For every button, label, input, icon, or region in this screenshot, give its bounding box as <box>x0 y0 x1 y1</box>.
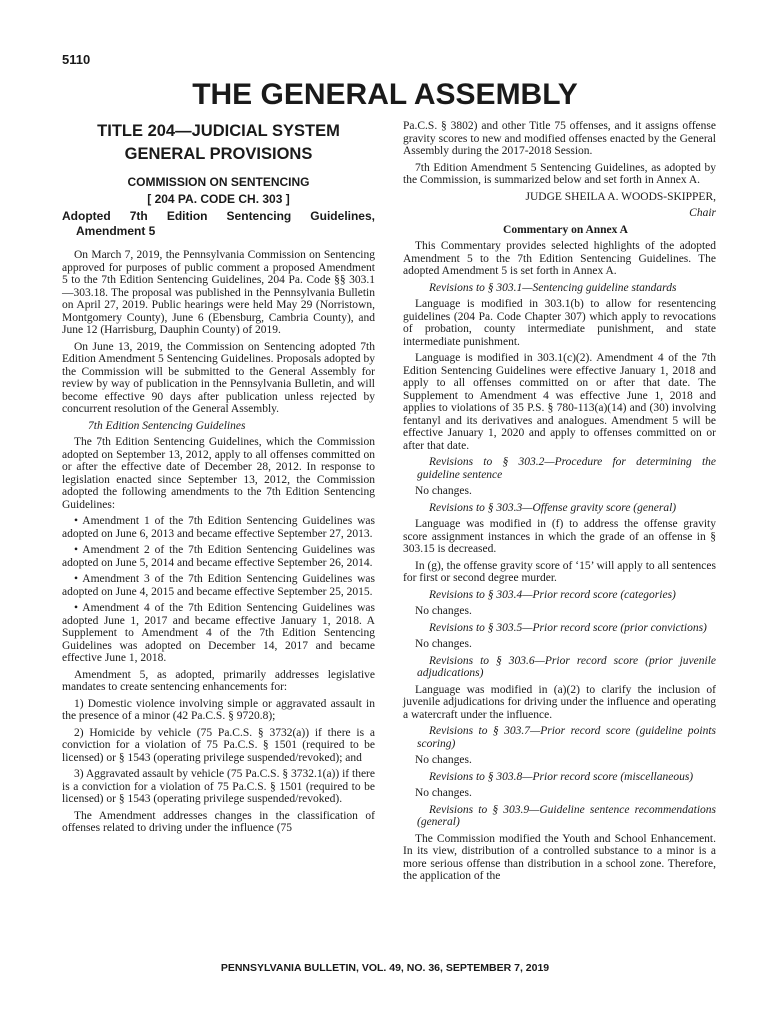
revision-heading: Revisions to § 303.3—Offense gravity score (general) <box>429 501 677 514</box>
paragraph: In (g), the offense gravity score of ‘15’ will apply to all sentences for first or second degree murder. <box>403 559 716 584</box>
paragraph: This Commentary provides selected highlights of the adopted Amendment 5 to the 7th Edition Sentencing Guidelines. The adopted Amendment 5 is set forth in Annex A. <box>403 240 716 277</box>
list-item: 2) Homicide by vehicle (75 Pa.C.S. § 3732(a)) if there is a conviction for a violation of 75 Pa.C.S. § 1501 (required to be licensed) or § 1543 (operating privilege suspended/revoked); and <box>62 726 375 764</box>
paragraph: No changes. <box>415 605 472 617</box>
document-heading: Adopted 7th Edition Sentencing Guidelines, Amendment 5 <box>62 209 375 238</box>
paragraph: The Amendment addresses changes in the classification of offenses related to driving under the influence (75 <box>62 809 375 834</box>
paragraph: Language was modified in (a)(2) to clarify the inclusion of juvenile adjudications for driving under the influence and operating a watercraft under the influence. <box>403 683 716 721</box>
paragraph: Language is modified in 303.1(b) to allow for resentencing guidelines (204 Pa. Code Chapter 307) which apply to revocations of probation, county intermediate punishment, and state intermediate punishment. <box>403 298 716 348</box>
commentary-heading: Commentary on Annex A <box>503 223 628 236</box>
signatory-title: Chair <box>689 207 716 219</box>
revision-heading: Revisions to § 303.5—Prior record score (prior convictions) <box>429 621 707 634</box>
revision-heading: Revisions to § 303.6—Prior record score (prior juvenile adjudications) <box>417 654 716 679</box>
page-footer: PENNSYLVANIA BULLETIN, VOL. 49, NO. 36, SEPTEMBER 7, 2019 <box>220 962 550 974</box>
paragraph: On March 7, 2019, the Pennsylvania Commission on Sentencing approved for purposes of public comment a proposed Amendment 5 to the 7th Edition Sentencing Guidelines, 204 Pa. Code §§ 303.1—303.18. The proposal was published in the Pennsylvania Bulletin on April 27, 2019. Public hearings were held May 29 (Norristown, Montgomery County), June 6 (Ebensburg, Cambria County), and June 12 (Harrisburg, Dauphin County) of 2019. <box>62 249 375 336</box>
masthead-title: THE GENERAL ASSEMBLY <box>192 78 578 111</box>
title-heading <box>62 120 375 166</box>
revision-heading: Revisions to § 303.2—Procedure for determining the guideline sentence <box>417 456 716 481</box>
list-item: • Amendment 3 of the 7th Edition Sentencing Guidelines was adopted on June 4, 2015 and became effective September 25, 2015. <box>62 573 375 598</box>
title-line-2: GENERAL PROVISIONS <box>124 145 313 163</box>
title-line-1: TITLE 204—JUDICIAL SYSTEM <box>97 122 340 140</box>
paragraph: Language is modified in 303.1(c)(2). Amendment 4 of the 7th Edition Sentencing Guidelines were effective January 1, 2018 and apply to all offenses committed on or after that date. The Supplement to Amendment 4 was effective June 1, 2018 and applies to violations of 35 P.S. § 780-113(a)(14) and (30) involving fentanyl and its derivatives and analogues. Amendment 5 will be effective January 1, 2020 and apply to offenses committed on or after that date. <box>403 352 716 452</box>
list-item: 1) Domestic violence involving simple or aggravated assault in the presence of a minor (42 Pa.C.S. § 9720.8); <box>62 697 375 722</box>
paragraph: No changes. <box>415 754 472 766</box>
revision-heading: Revisions to § 303.1—Sentencing guideline standards <box>429 281 677 294</box>
paragraph: No changes. <box>415 485 472 497</box>
page-number: 5110 <box>62 52 91 67</box>
paragraph: Language was modified in (f) to address the offense gravity score assignment instances in which the grade of an offense in § 303.15 is decreased. <box>403 518 716 555</box>
paragraph: 7th Edition Amendment 5 Sentencing Guidelines, as adopted by the Commission, is summarized below and set forth in Annex A. <box>403 161 716 186</box>
list-item: 3) Aggravated assault by vehicle (75 Pa.C.S. § 3732.1(a)) if there is a conviction for a violation of 75 Pa.C.S. § 1501 (required to be licensed) or § 1543 (operating privilege suspended/revoked). <box>62 768 375 805</box>
paragraph: The 7th Edition Sentencing Guidelines, which the Commission adopted on September 13, 2012, apply to all offenses committed on or after the effective date of December 28, 2012. In response to legislation enacted since September 13, 2012, the Commission adopted the following amendments to the 7th Edition Sentencing Guidelines: <box>62 436 375 511</box>
code-heading: [ 204 PA. CODE CH. 303 ] <box>147 191 290 206</box>
revision-heading: Revisions to § 303.4—Prior record score (categories) <box>429 588 676 601</box>
revision-heading: Revisions to § 303.9—Guideline sentence recommendations (general) <box>417 803 716 828</box>
list-item: • Amendment 2 of the 7th Edition Sentencing Guidelines was adopted on June 5, 2014 and became effective September 26, 2014. <box>62 544 375 569</box>
paragraph: Pa.C.S. § 3802) and other Title 75 offenses, and it assigns offense gravity scores to new and modified offenses enacted by the General Assembly during the 2017-2018 Session. <box>403 120 716 157</box>
right-column <box>403 120 716 887</box>
paragraph: On June 13, 2019, the Commission on Sentencing adopted 7th Edition Amendment 5 Sentencing Guidelines. Proposals adopted by the Commission will be submitted to the General Assembly for review by way of publication in the Pennsylvania Bulletin, and will become effective 90 days after publication unless rejected by concurrent resolution of the General Assembly. <box>62 340 375 415</box>
paragraph: No changes. <box>415 787 472 799</box>
list-item: • Amendment 1 of the 7th Edition Sentencing Guidelines was adopted on June 6, 2013 and became effective September 27, 2013. <box>62 515 375 540</box>
paragraph: Amendment 5, as adopted, primarily addresses legislative mandates to create sentencing enhancements for: <box>62 668 375 693</box>
revision-heading: Revisions to § 303.7—Prior record score (guideline points scoring) <box>417 725 716 750</box>
section-subhead: 7th Edition Sentencing Guidelines <box>88 419 246 432</box>
revision-heading: Revisions to § 303.8—Prior record score (miscellaneous) <box>429 770 694 783</box>
list-item: • Amendment 4 of the 7th Edition Sentencing Guidelines was adopted June 1, 2017 and became effective January 1, 2018. A Supplement to Amendment 4 of the 7th Edition Sentencing Guidelines was adopted on December 14, 2017 and became effective June 1, 2018. <box>62 602 375 664</box>
left-column <box>62 120 375 839</box>
commission-heading: COMMISSION ON SENTENCING <box>127 175 310 189</box>
signatory-name: JUDGE SHEILA A. WOODS-SKIPPER, <box>525 190 716 203</box>
paragraph: No changes. <box>415 638 472 650</box>
paragraph: The Commission modified the Youth and School Enhancement. In its view, distribution of a controlled substance to a minor is a more serious offense than distribution in a school zone. Therefore, the application of the <box>403 832 716 882</box>
